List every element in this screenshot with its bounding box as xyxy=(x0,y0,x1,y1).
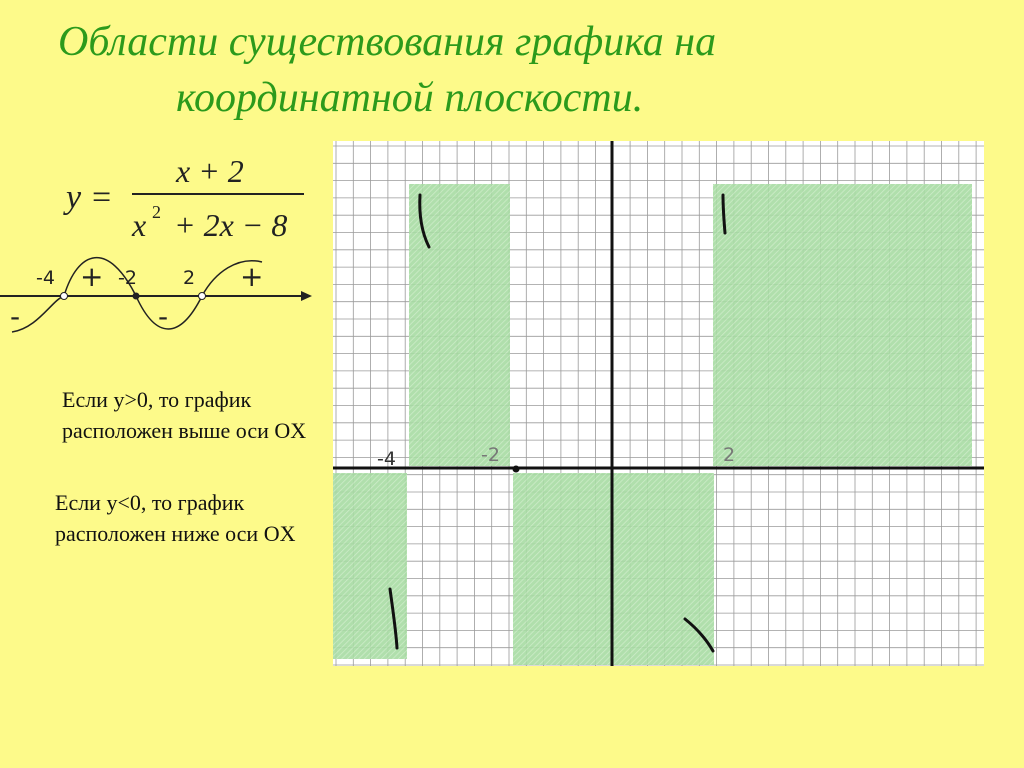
point-2-open xyxy=(199,293,206,300)
sign-line-label-minus-2: -2 xyxy=(118,267,137,289)
slide-title xyxy=(58,14,958,126)
formula-denominator-exponent: 2 xyxy=(152,202,161,222)
x-label-minus-4: -4 xyxy=(377,448,396,470)
sign-line-label-2: 2 xyxy=(183,267,196,289)
formula-denominator-rest: + 2x − 8 xyxy=(174,207,288,243)
formula-denominator-x: x xyxy=(132,207,147,243)
function-formula xyxy=(60,148,320,248)
point-minus-4-open xyxy=(61,293,68,300)
formula-equals: = xyxy=(92,179,112,216)
sign-line-diagram xyxy=(0,248,330,348)
note-negative: Если y<0, то график расположен ниже оси OX xyxy=(55,490,296,546)
formula-lhs: y xyxy=(66,179,82,216)
number-axis-arrow xyxy=(301,291,312,301)
title-line-1: Области существования графика на xyxy=(58,19,717,65)
sign-line-label-minus-4: -4 xyxy=(36,267,55,289)
x-label-minus-2: -2 xyxy=(481,444,500,466)
coordinate-plane xyxy=(333,141,984,666)
title-line-2: координатной плоскости. xyxy=(176,75,644,121)
sign-interval-3: - xyxy=(158,300,169,333)
region-positive-middle xyxy=(409,184,510,466)
formula-numerator: x + 2 xyxy=(176,153,244,189)
sign-interval-1: - xyxy=(10,300,21,333)
x-label-2: 2 xyxy=(723,444,736,466)
note-positive: Если y>0, то график расположен выше оси OX xyxy=(62,387,307,443)
sign-interval-4: + xyxy=(240,260,264,293)
region-positive-right xyxy=(713,184,972,466)
sign-interval-2: + xyxy=(80,260,104,293)
hole-point-minus-2 xyxy=(513,466,520,473)
point-minus-2-filled xyxy=(133,293,140,300)
